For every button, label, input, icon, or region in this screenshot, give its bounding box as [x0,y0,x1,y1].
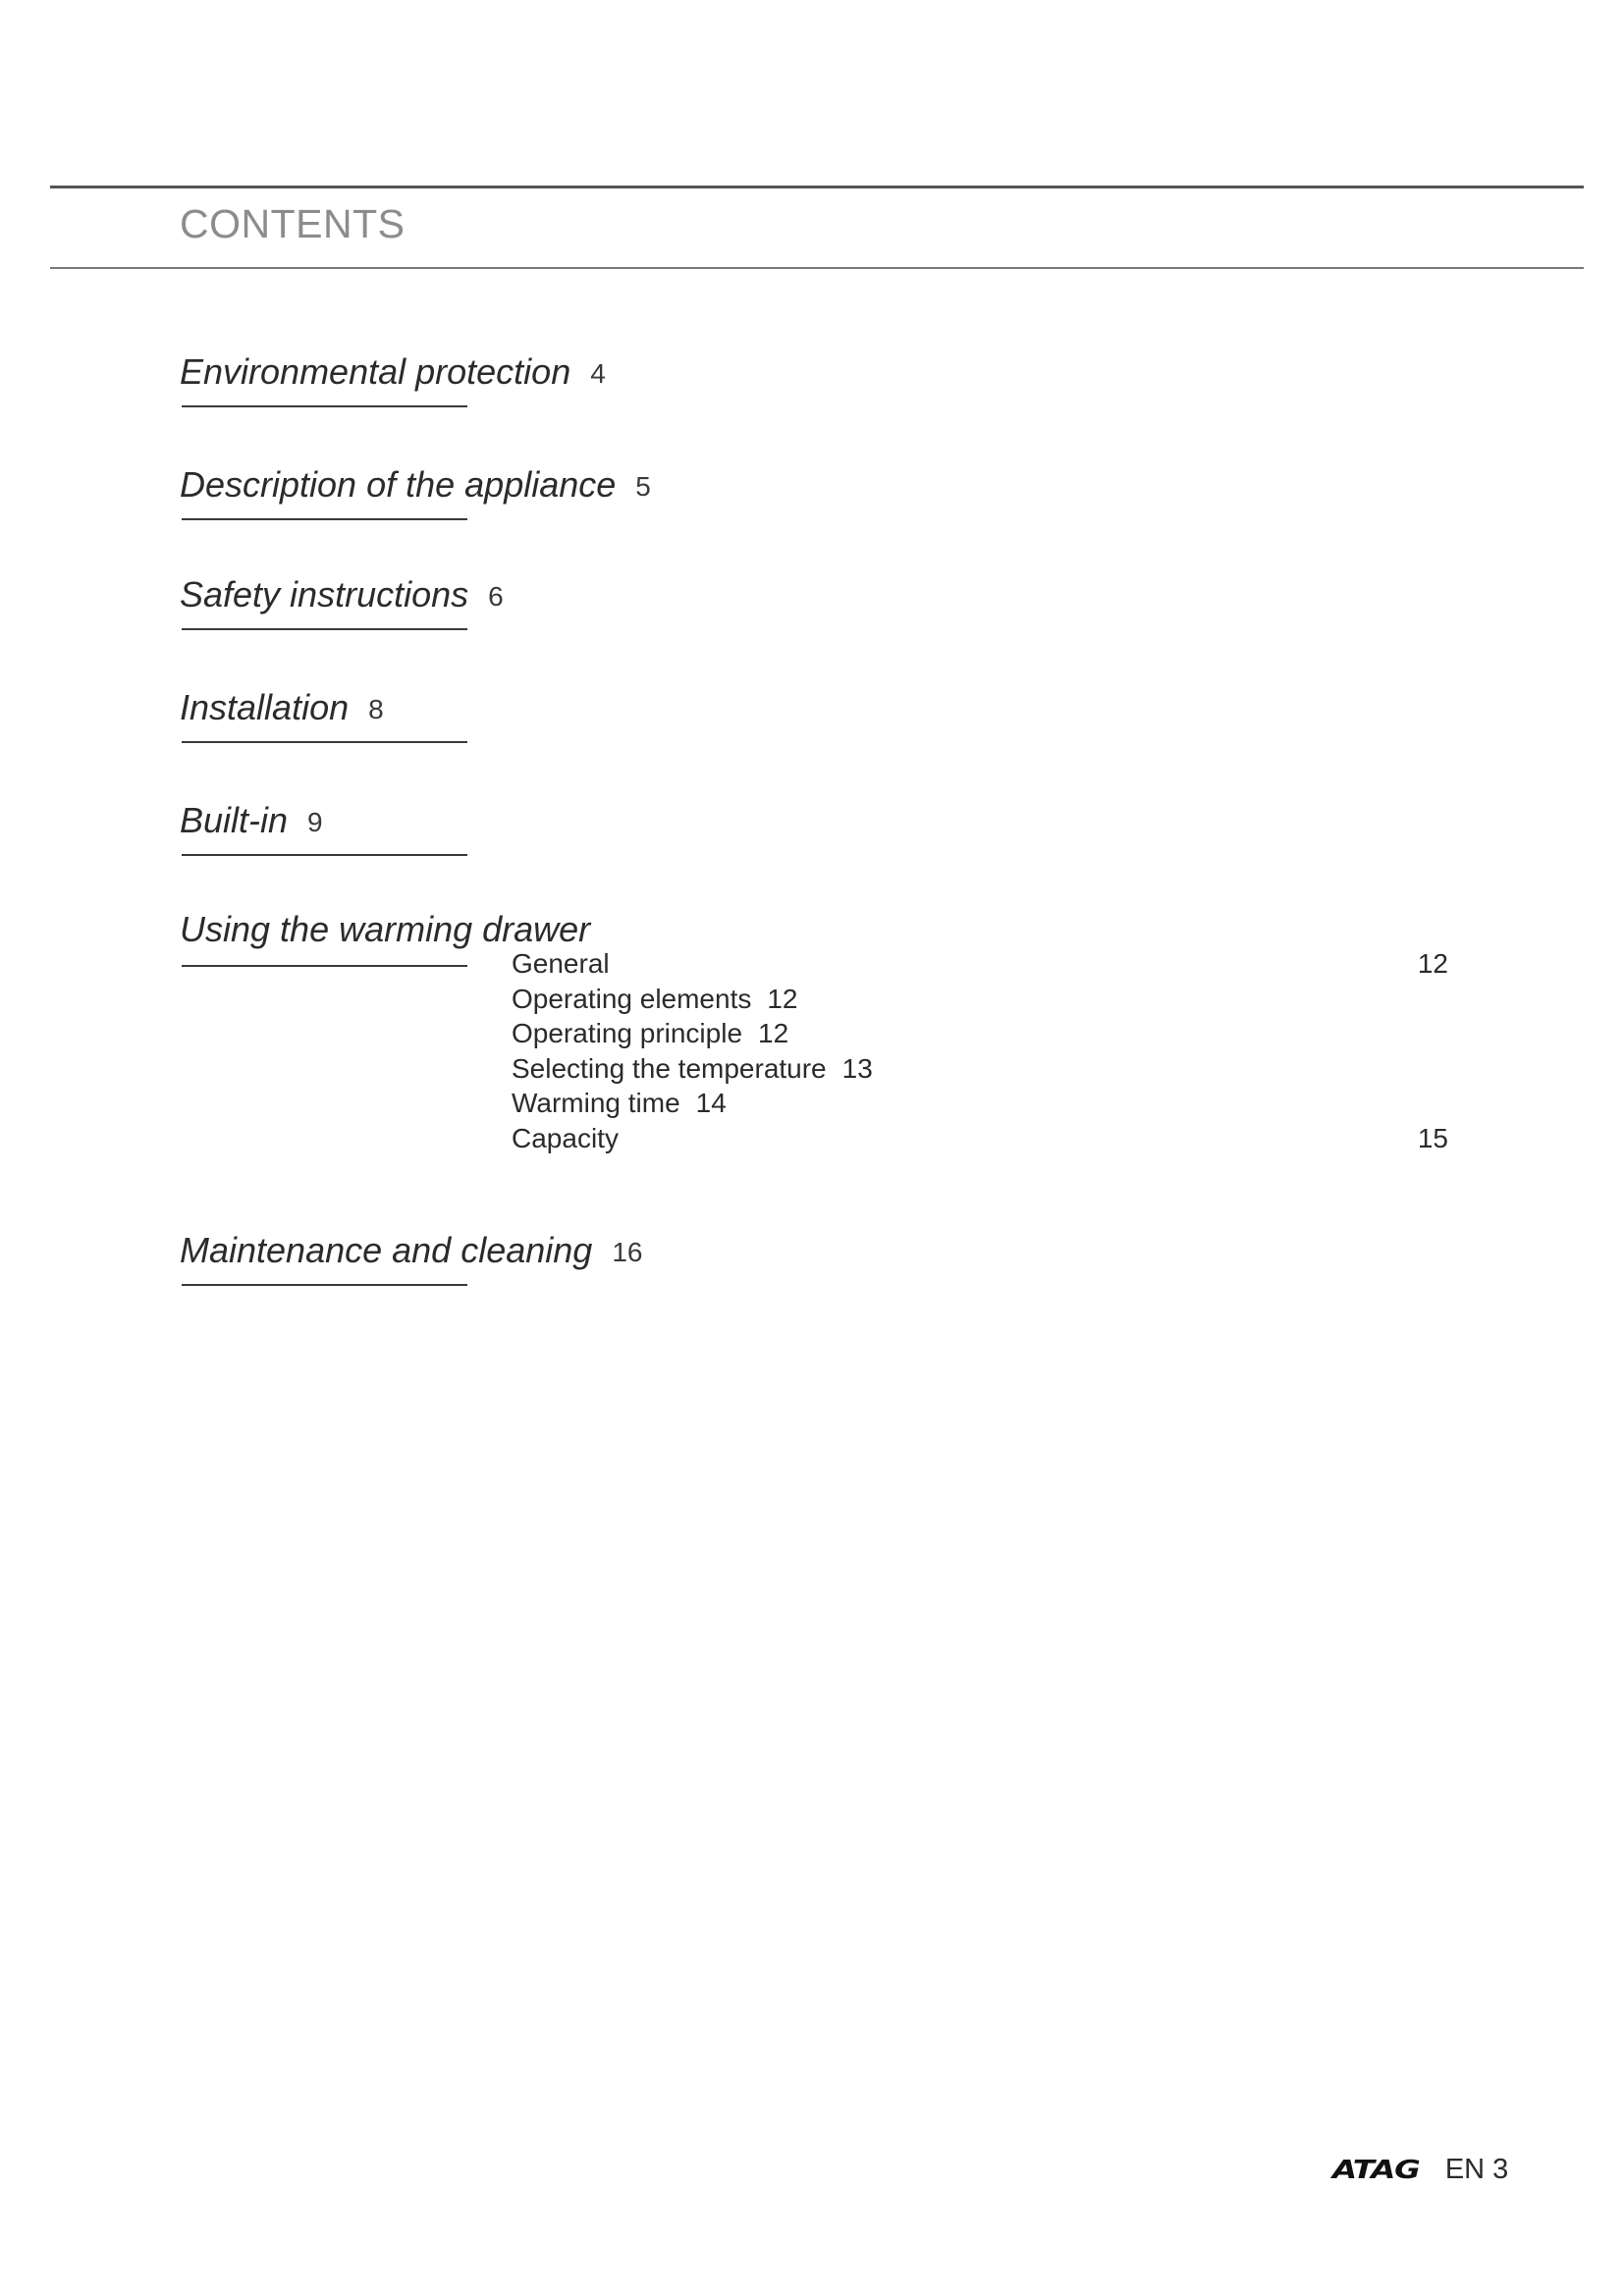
toc-subsection-page: 12 [767,983,798,1014]
header-bottom-rule [50,267,1584,269]
toc-section-page: 5 [635,471,651,502]
toc-section-underline [182,628,467,630]
toc-subsection-label: Operating principle [512,1018,743,1048]
toc-section-page: 9 [307,807,323,837]
toc-subsection-warming-time[interactable] [512,1090,1454,1125]
toc-section-underline [182,965,467,967]
toc-section-label: Installation [180,687,350,727]
toc-section-underline [182,405,467,407]
toc-section-underline [182,518,467,520]
footer-page-number: EN 3 [1444,2154,1509,2185]
toc-section-underline [182,854,467,856]
toc-section-underline [182,741,467,743]
toc-section-label: Maintenance and cleaning [180,1230,593,1270]
toc-subsection-label: Operating elements [512,983,752,1014]
toc-section-page: 8 [368,694,384,724]
toc-section-label: Environmental protection [180,351,571,392]
toc-subsection-page: 15 [1417,1122,1448,1153]
toc-subsection-page: 12 [758,1018,789,1048]
toc-subsection-label: Capacity [512,1122,619,1153]
toc-subsection-general[interactable] [512,950,1454,986]
page-footer [1332,2156,1508,2184]
toc-subsection-label: Selecting the temperature [512,1052,827,1084]
toc-section-label: Description of the appliance [180,464,617,505]
toc-section-label: Safety instructions [180,574,469,614]
toc-subsection-page: 12 [1417,948,1448,979]
toc-subsection-page: 13 [841,1052,873,1084]
toc-subsection-selecting-the-temperature[interactable] [512,1052,1454,1091]
toc-section-underline [182,1284,467,1286]
toc-subsection-operating-elements[interactable] [512,983,1454,1021]
toc-subsection-page: 14 [695,1088,727,1118]
brand-logo: ATAG [1332,2155,1420,2185]
toc-subsection-operating-principle[interactable] [512,1020,1454,1055]
toc-section-label: Using the warming drawer [180,909,591,949]
toc-section-label: Built-in [180,800,289,840]
toc-subsection-capacity[interactable] [512,1122,1454,1160]
toc-subsection-label: Warming time [512,1088,680,1118]
toc-section-page: 16 [612,1237,643,1267]
header-top-rule [50,186,1584,188]
subsection-list [512,950,1454,1159]
toc-section-page: 6 [488,581,504,612]
toc-section-page: 4 [590,358,606,389]
toc-subsection-label: General [512,948,610,979]
page-title: CONTENTS [180,201,406,246]
